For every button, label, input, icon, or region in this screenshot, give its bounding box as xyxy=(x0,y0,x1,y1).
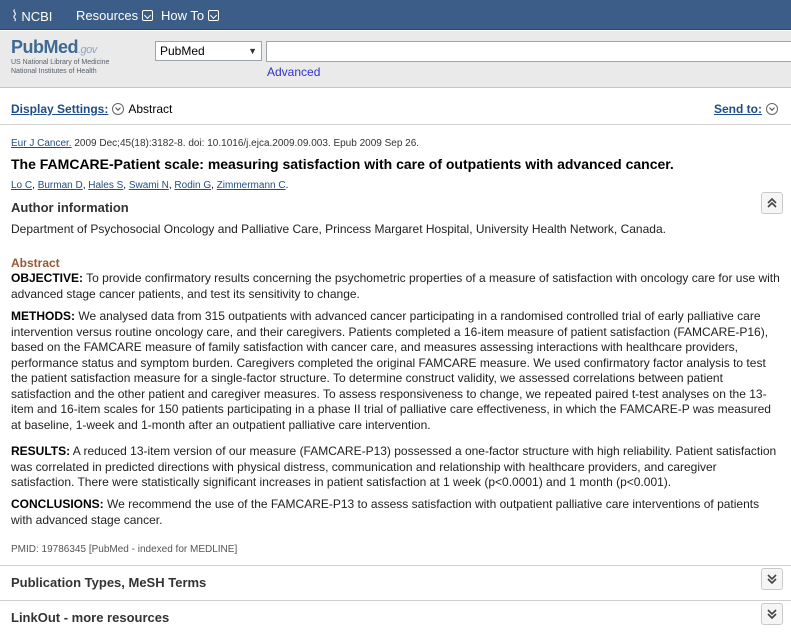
send-to-link[interactable]: Send to: xyxy=(714,102,762,116)
display-format: Abstract xyxy=(128,102,173,116)
author-link[interactable]: Rodin G xyxy=(174,180,212,191)
double-chevron-down-icon xyxy=(766,608,778,620)
database-select[interactable] xyxy=(155,41,262,61)
article-title: The FAMCARE-Patient scale: measuring satisfaction with care of outpatients with advanced cancer. xyxy=(11,156,674,172)
abstract-methods xyxy=(11,309,781,433)
database-select-value: PubMed xyxy=(160,44,205,58)
abstract-heading: Abstract xyxy=(11,256,60,270)
how-to-menu-label: How To xyxy=(161,8,205,23)
pubmed-header xyxy=(0,31,791,88)
display-settings-link[interactable]: Display Settings: xyxy=(11,102,109,116)
linkout-section[interactable] xyxy=(0,600,791,632)
display-settings[interactable] xyxy=(11,102,172,116)
methods-label: METHODS: xyxy=(11,309,75,323)
resources-menu-label: Resources xyxy=(76,8,139,23)
ncbi-top-bar xyxy=(0,0,791,30)
collapse-button[interactable] xyxy=(761,192,783,214)
expand-button[interactable] xyxy=(761,603,783,625)
pmid-line: PMID: 19786345 [PubMed - indexed for MEDLINE] xyxy=(11,544,238,555)
double-chevron-down-icon xyxy=(766,573,778,585)
conclusions-label: CONCLUSIONS: xyxy=(11,497,104,511)
citation xyxy=(11,138,419,149)
pubmed-brand-suffix: .gov xyxy=(78,44,97,56)
results-text: A reduced 13-item version of our measure (FAMCARE-P13) possessed a one-factor structure with high reliability. Patient satisfaction was correlated in predicted directions with physical distress, communication and relationship with healthcare providers, and caregiver satisfaction. There were statistically significant increases in patient satisfaction at 1 week (p<0.0001) and 1 month (p<0.001). xyxy=(11,444,777,489)
results-label: RESULTS: xyxy=(11,444,71,458)
methods-text: We analysed data from 315 outpatients with advanced cancer participating in a randomised controlled trial of early palliative care intervention versus routine oncology care, and their caregivers. Patients completed a 16-item measure of patient satisfaction (FAMCARE-P16), based on the FAMCARE measure of family satisfaction with cancer care, and measures assessing interactions with healthcare providers, performance status and symptom burden. Caregivers completed the original FAMCARE measure. We used confirmatory factor analysis to test the patient satisfaction measure for a single-factor structure. To determine construct validity, we assessed correlations between patient satisfaction and the other patient and caregiver measures. To assess responsiveness to change, we repeated paired t-test analyses on the 13-item and 16-item scales for 150 patients participating in a phase II trial of palliative care effectiveness, in which the FAMCARE-P was measured at baseline, 1-week and 1-month after an outpatient palliative care intervention. xyxy=(11,309,771,432)
send-to[interactable] xyxy=(714,102,782,116)
expand-button[interactable] xyxy=(761,568,783,590)
chevron-down-circle-icon[interactable] xyxy=(112,103,124,115)
abstract-conclusions xyxy=(11,497,781,528)
pubmed-brand: PubMed xyxy=(11,37,78,57)
display-bar xyxy=(0,89,791,125)
author-information-heading[interactable]: Author information xyxy=(11,200,129,215)
search-input[interactable] xyxy=(266,41,791,62)
nlm-line-1: US National Library of Medicine xyxy=(11,59,110,66)
publication-types-section[interactable] xyxy=(0,565,791,599)
chevron-down-circle-icon[interactable] xyxy=(766,103,778,115)
publication-types-label[interactable]: Publication Types, MeSH Terms xyxy=(11,575,207,590)
objective-text: To provide confirmatory results concerning the psychometric properties of a measure of satisfaction with oncology care for use with advanced stage cancer patients, and test its sensitivity to change. xyxy=(11,271,780,301)
how-to-menu[interactable] xyxy=(161,8,219,23)
author-link[interactable]: Lo C xyxy=(11,180,33,191)
abstract-results xyxy=(11,444,781,491)
ncbi-helix-icon: ⌇ xyxy=(11,7,19,25)
author-link[interactable]: Burman D xyxy=(37,180,83,191)
conclusions-text: We recommend the use of the FAMCARE-P13 to assess satisfaction with outpatient palliative care interventions of patients with advanced stage cancer. xyxy=(11,497,760,527)
double-chevron-up-icon xyxy=(766,197,778,209)
journal-link[interactable]: Eur J Cancer. xyxy=(11,138,72,149)
chevron-down-icon xyxy=(142,10,153,21)
author-link[interactable]: Hales S xyxy=(88,180,124,191)
resources-menu[interactable] xyxy=(76,8,153,23)
author-link[interactable]: Swami N xyxy=(128,180,169,191)
citation-details: 2009 Dec;45(18):3182-8. doi: 10.1016/j.ejca.2009.09.003. Epub 2009 Sep 26. xyxy=(71,138,420,149)
linkout-label[interactable]: LinkOut - more resources xyxy=(11,610,170,625)
abstract-objective xyxy=(11,271,781,302)
nlm-line-2: National Institutes of Health xyxy=(11,68,97,75)
ncbi-logo-text: NCBI xyxy=(21,8,53,24)
dropdown-arrow-icon: ▼ xyxy=(248,46,257,56)
objective-label: OBJECTIVE: xyxy=(11,271,84,285)
author-list: Lo C, Burman D, Hales S, Swami N, Rodin G, Zimmermann C. xyxy=(11,180,289,191)
affiliation: Department of Psychosocial Oncology and Palliative Care, Princess Margaret Hospital, University Health Network, Canada. xyxy=(11,222,666,236)
chevron-down-icon xyxy=(208,10,219,21)
pubmed-logo[interactable] xyxy=(11,37,131,76)
advanced-search-link[interactable]: Advanced xyxy=(267,65,321,79)
author-link[interactable]: Zimmermann C xyxy=(216,180,286,191)
ncbi-logo[interactable] xyxy=(11,7,52,25)
